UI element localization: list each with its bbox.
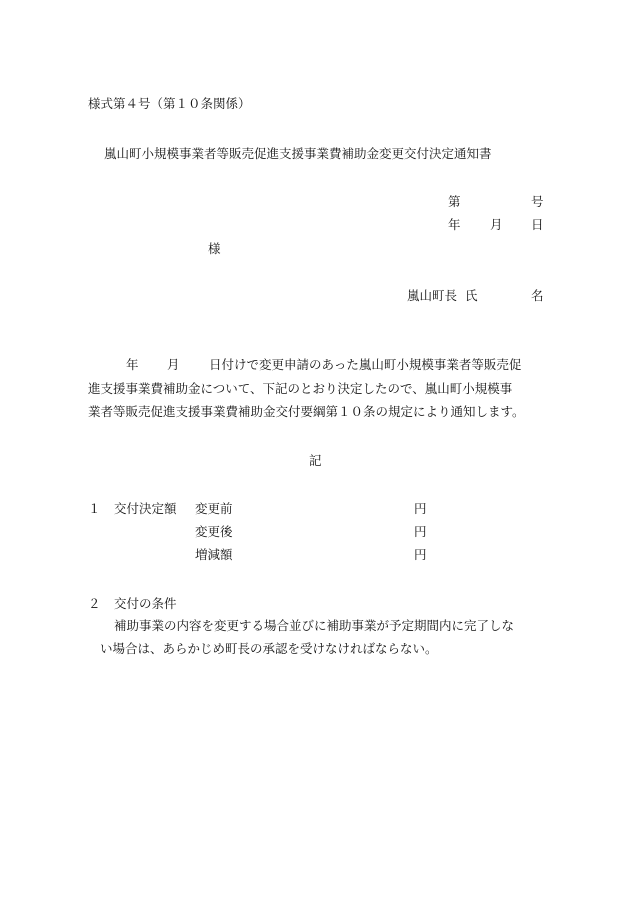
doc-number-suffix: 号 [531,194,544,209]
amount-diff-unit: 円 [414,547,427,562]
recipient-suffix: 様 [208,241,221,256]
date-month: 月 [490,217,503,232]
doc-number-prefix: 第 [448,194,461,209]
issuer-name-label: 氏 [465,288,478,303]
date-year: 年 [448,217,461,232]
body-line-2: 進支援事業費補助金について、下記のとおり決定したので、嵐山町小規模事 [88,381,513,396]
amount-before-label: 変更前 [195,501,233,516]
issuer-title: 嵐山町長 [407,288,458,303]
section2-line-2: い場合は、あらかじめ町長の承認を受けなければならない。 [100,641,438,656]
body-line-3: 業者等販売促進支援事業費補助金交付要綱第１０条の規定により通知します。 [88,404,525,419]
section1-number: １ [88,501,101,516]
body-line-1: 日付けで変更申請のあった嵐山町小規模事業者等販売促 [209,357,522,372]
ki-heading: 記 [309,453,322,468]
amount-before-unit: 円 [414,501,427,516]
amount-after-unit: 円 [414,524,427,539]
amount-after-label: 変更後 [195,524,233,539]
issuer-name-label2: 名 [531,288,544,303]
amount-diff-label: 増減額 [195,547,233,562]
body-year: 年 [126,357,139,372]
date-day: 日 [531,217,544,232]
section2-line-1: 補助事業の内容を変更する場合並びに補助事業が予定期間内に完了しな [114,618,515,633]
body-month: 月 [167,357,180,372]
section2-number: ２ [88,596,101,611]
section2-label: 交付の条件 [114,596,177,611]
form-label: 様式第４号（第１０条関係） [88,96,251,111]
section1-label: 交付決定額 [114,501,177,516]
document-title: 嵐山町小規模事業者等販売促進支援事業費補助金変更交付決定通知書 [104,146,492,161]
